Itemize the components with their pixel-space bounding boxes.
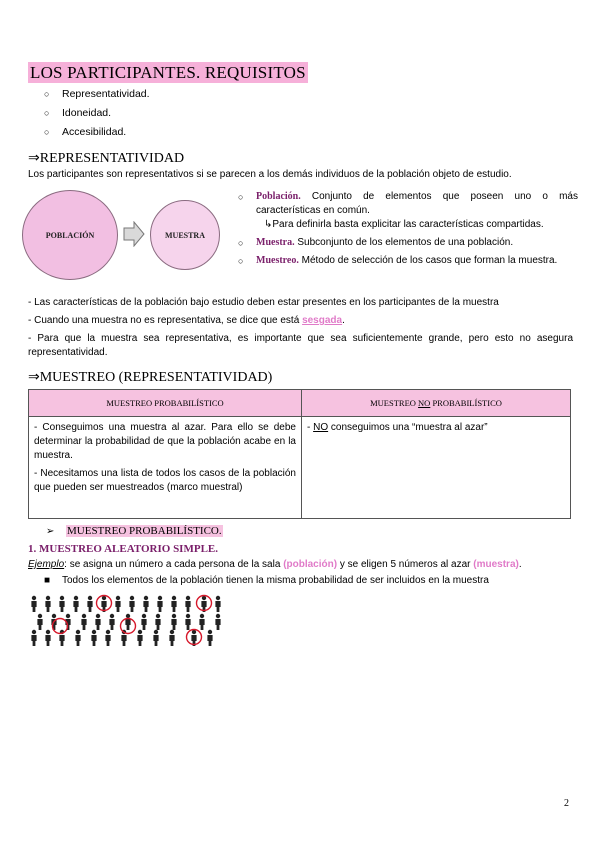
sesgada-word: sesgada bbox=[302, 315, 343, 326]
definition-muestreo: ○ Muestreo. Método de selección de los casos que forman la muestra. bbox=[238, 255, 558, 266]
square-bullet-icon: ■ bbox=[44, 575, 51, 586]
list-item: ○ Idoneidad. bbox=[44, 104, 150, 123]
muestreo-table bbox=[28, 389, 571, 519]
note-2: - Cuando una muestra no es representativa, se dice que está sesgada. bbox=[28, 315, 345, 326]
definition-poblacion: ○ Población. Conjunto de elementos que poseen uno o más características en común. ↳Para definirla basta explicitar las características compartidas. bbox=[238, 191, 578, 230]
page-title: LOS PARTICIPANTES. REQUISITOS bbox=[30, 63, 306, 82]
mas-heading: 1. MUESTREO ALEATORIO SIMPLE. bbox=[28, 543, 218, 555]
circle-bullet-icon: ○ bbox=[44, 89, 50, 99]
circle-bullet-icon: ○ bbox=[238, 256, 244, 266]
circle-bullet-icon: ○ bbox=[44, 108, 50, 118]
note-3: - Para que la muestra sea representativa, es importante que sea suficientemente grande, pero esto no asegura representatividad. bbox=[28, 333, 573, 358]
cell-no-probabilistico: - NO conseguimos una “muestra al azar” bbox=[302, 417, 571, 519]
arrow-right-icon bbox=[122, 221, 146, 247]
circle-bullet-icon: ○ bbox=[238, 238, 244, 248]
list-item: ○ Accesibilidad. bbox=[44, 123, 150, 142]
muestra-circle: MUESTRA bbox=[150, 200, 220, 270]
population-people-figure bbox=[28, 594, 248, 654]
definitions-list bbox=[238, 190, 578, 272]
col-probabilistico: MUESTREO PROBABILÍSTICO bbox=[29, 390, 302, 417]
requirements-list bbox=[44, 85, 150, 142]
intro-paragraph: Los participantes son representativos si se parecen a los demás individuos de la población objeto de estudio. bbox=[28, 169, 512, 180]
cell-probabilistico: - Conseguimos una muestra al azar. Para ello se debe determinar la probabilidad de que la población acabe en la muestra. - Necesitamos una lista de todos los casos de la población que pueden ser muestreados (marco muestral) bbox=[29, 417, 302, 519]
col-no-probabilistico: MUESTREO NO PROBABILÍSTICO bbox=[302, 390, 571, 417]
bullet-line: Todos los elementos de la población tienen la misma probabilidad de ser incluidos en la muestra bbox=[62, 575, 489, 586]
list-item: ○ Representatividad. bbox=[44, 85, 150, 104]
note-1: - Las características de la población bajo estudio deben estar presentes en los participantes de la muestra bbox=[28, 297, 499, 308]
circle-bullet-icon: ○ bbox=[238, 192, 244, 202]
page-number: 2 bbox=[564, 798, 569, 809]
ejemplo-line: Ejemplo: se asigna un número a cada persona de la sala (población) y se eligen 5 números al azar (muestra). bbox=[28, 559, 522, 570]
poblacion-circle: POBLACIÓN bbox=[22, 190, 118, 280]
sub-note: ↳Para definirla basta explicitar las características compartidas. bbox=[264, 219, 544, 230]
muestreo-probabilistico-heading: MUESTREO PROBABILÍSTICO. bbox=[67, 525, 222, 537]
arrow-bullet-icon: ➢ bbox=[46, 526, 55, 537]
section-heading-muestreo: ⇒MUESTREO (REPRESENTATIVIDAD) bbox=[28, 370, 273, 385]
section-heading-representatividad: ⇒REPRESENTATIVIDAD bbox=[28, 151, 185, 166]
definition-muestra: ○ Muestra. Subconjunto de los elementos de una población. bbox=[238, 237, 514, 248]
circle-bullet-icon: ○ bbox=[44, 127, 50, 137]
table-row bbox=[29, 417, 571, 519]
table-header-row bbox=[29, 390, 571, 417]
sub-arrow-icon: ↳ bbox=[264, 219, 273, 230]
